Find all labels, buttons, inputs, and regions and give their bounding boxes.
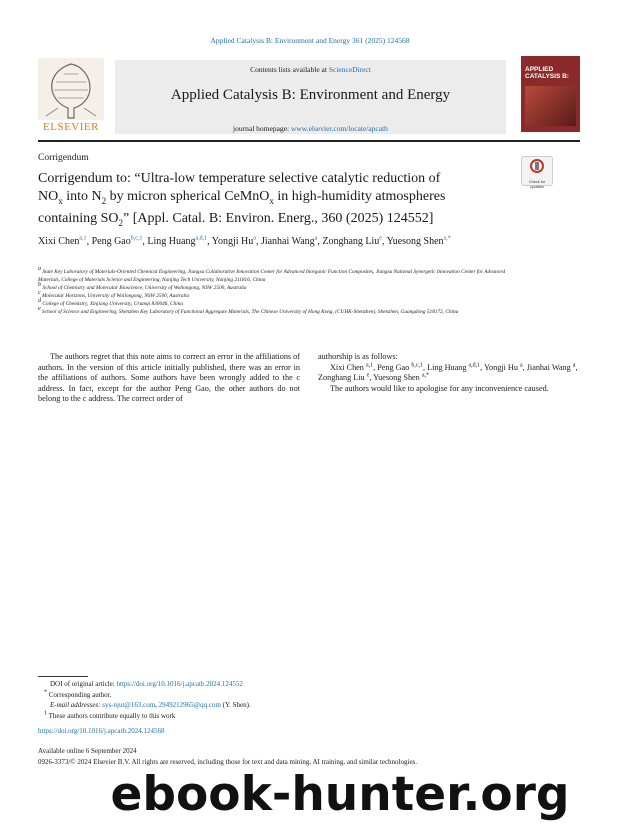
title-text: in high-humidity atmospheres: [273, 189, 446, 204]
footnote-corresponding: [38, 690, 518, 701]
cover-line1: APPLIED: [525, 66, 554, 73]
check-updates-label: Check for updates: [528, 180, 546, 189]
author-affil-marker: a,1: [365, 361, 374, 368]
cover-title: [525, 66, 569, 80]
footnote-text: These authors contribute equally to this work: [47, 711, 176, 720]
affiliation-key: a: [38, 266, 41, 273]
author-affil-marker[interactable]: a: [314, 235, 318, 242]
author-name: Yuesong Shen: [373, 373, 420, 383]
subscript: 2: [101, 195, 107, 206]
header-rule: [38, 140, 580, 142]
author-affil-marker: a,d,1: [468, 361, 481, 368]
author-affil-marker[interactable]: a,*: [443, 235, 451, 242]
author[interactable]: [387, 236, 451, 247]
homepage-line: [115, 124, 506, 133]
author[interactable]: Zonghang Liu$^e$,: [322, 235, 387, 247]
affiliation-key: b: [38, 282, 41, 289]
affiliation: [38, 292, 518, 300]
footnote-text: Corresponding author.: [47, 690, 112, 699]
affiliation: [38, 284, 518, 292]
author[interactable]: Yongji Hu$^a$,: [211, 235, 261, 247]
affiliation-key: d: [38, 298, 41, 305]
author-list: [38, 235, 518, 249]
subscript: x: [58, 195, 63, 206]
affiliation: [38, 308, 518, 316]
title-line-2: [38, 188, 518, 210]
author-name: Ling Huang: [147, 236, 196, 247]
author[interactable]: Xixi Chen$^{a,1}$,: [38, 235, 92, 247]
journal-title: Applied Catalysis B: Environment and Energy: [170, 87, 451, 103]
author-affil-marker: b,c,1: [411, 361, 423, 368]
journal-masthead: [115, 60, 506, 134]
cover-line2: CATALYSIS B:: [525, 73, 569, 80]
author-name: Zonghang Liu: [318, 373, 365, 383]
footnote-doi-original: [38, 679, 518, 690]
author-name: Peng Gao: [377, 362, 410, 372]
author[interactable]: Ling Huang$^{a,d,1}$,: [147, 235, 212, 247]
body-column-left: [38, 352, 300, 405]
title-text: into N: [62, 189, 102, 204]
title-text: by micron spherical CeMnO: [106, 189, 270, 204]
journal-cover[interactable]: [521, 56, 580, 132]
article-doi-link[interactable]: https://doi.org/10.1016/j.apcatb.2024.124568: [38, 727, 165, 735]
watermark-text: ebook-hunter.org: [110, 767, 570, 822]
contents-line: [115, 65, 506, 74]
check-updates-icon: [522, 157, 552, 175]
title-text: ” [Appl. Catal. B: Environ. Energ., 360 (2025) 124552]: [123, 210, 434, 226]
subscript: 2: [118, 217, 123, 228]
affiliation-list: [38, 268, 518, 316]
email-link-2[interactable]: 2949212965@qq.com: [158, 701, 221, 709]
author-name: Ling Huang: [427, 362, 467, 372]
body-paragraph-continued: authorship is as follows:: [318, 352, 398, 361]
available-online: Available online 6 September 2024: [38, 747, 137, 755]
author-affil-marker[interactable]: a,1: [79, 235, 87, 242]
article-type: Corrigendum: [38, 153, 89, 163]
title-line-3: [38, 210, 518, 232]
author-affil-marker: e: [366, 372, 370, 379]
author-name: Xixi Chen: [330, 362, 364, 372]
author[interactable]: Peng Gao$^{b,c,1}$,: [91, 235, 148, 247]
footnote-marker: 1: [44, 710, 47, 717]
footnote-rule: [38, 676, 88, 677]
homepage-link[interactable]: www.elsevier.com/locate/apcatb: [290, 124, 388, 133]
title-text: NO: [38, 189, 59, 204]
footnote-marker: *: [44, 689, 47, 696]
affiliation-text: School of Science and Engineering, Shenzhen Key Laboratory of Functional Aggregate Materials, The Chinese University of Hong Kong, (CUHK-Shenzhen), Shenzhen, Guangdong 518172, China: [42, 309, 459, 315]
affiliation-text: Molecular Horizons, University of Wollongong, NSW 2500, Australia: [42, 293, 190, 299]
watermark: [60, 760, 620, 827]
author-affil-marker[interactable]: a,d,1: [195, 235, 208, 242]
author-name: Xixi Chen: [38, 236, 80, 247]
body-paragraph: The authors regret that this note aims to correct an error in the affiliations of authors. In the version of this article initially published, there was an error in the affiliations of authors. Some authors have been wrongly added to the c address. In fact, except for the author Peng Gao, the other authors do not belong to the c address. The correct order of: [38, 352, 300, 404]
title-text: Corrigendum to: “Ultra-low temperature selective catalytic reduction of: [38, 171, 441, 186]
footnote-label: DOI of original article:: [50, 680, 117, 688]
author-affil-marker: a,*: [421, 372, 429, 379]
footnote-equal-contribution: [38, 711, 518, 722]
body-column-right: [318, 352, 580, 394]
affiliation-text: College of Chemistry, Xinjiang University, Urumqi 830046, China: [42, 301, 183, 307]
elsevier-wordmark: ELSEVIER: [43, 121, 99, 133]
affiliation: [38, 300, 518, 308]
contents-prefix: Contents lists available at: [250, 65, 329, 74]
check-for-updates-button[interactable]: [521, 156, 553, 189]
author-name: Yongji Hu: [483, 362, 518, 372]
author[interactable]: Jianhai Wang$^a$,: [260, 235, 323, 247]
sciencedirect-link[interactable]: ScienceDirect: [328, 65, 371, 74]
author-name: Jianhai Wang: [260, 236, 315, 247]
article-title: [38, 170, 518, 232]
author-name: Zonghang Liu: [322, 236, 380, 247]
footnote-email: E-mail addresses: sys-njut@163.com, 2949212965@qq.com (Y. Shen).: [50, 701, 251, 709]
homepage-prefix: journal homepage:: [233, 124, 291, 133]
email-suffix: (Y. Shen).: [220, 701, 251, 709]
author-name: Jianhai Wang: [526, 362, 571, 372]
author-name: Yuesong Shen: [386, 236, 444, 247]
title-text: containing SO: [38, 210, 119, 226]
author-affil-marker[interactable]: e: [379, 235, 382, 242]
apology-paragraph: The authors would like to apologise for any inconvenience caused.: [330, 383, 549, 393]
author-affil-marker: a: [572, 361, 576, 368]
affiliation-text: School of Chemistry and Molecular Bioscience, University of Wollongong, NSW 2500, Australia: [42, 285, 247, 291]
watermark-text-art: [60, 760, 620, 827]
author-name: Peng Gao: [91, 236, 131, 247]
affiliation: [38, 268, 518, 284]
journal-citation[interactable]: Applied Catalysis B: Environment and Energy 361 (2025) 124568: [210, 36, 410, 45]
author-affil-marker[interactable]: b,c,1: [130, 235, 143, 242]
affiliation-key: c: [38, 290, 41, 297]
title-line-1: [38, 170, 518, 188]
email-link-1[interactable]: sys-njut@163.com: [102, 701, 156, 709]
copyright-line: 0926-3373/© 2024 Elsevier B.V. All rights are reserved, including those for text and data mining, AI training, and similar technologies.: [38, 757, 418, 766]
affiliation-text: State Key Laboratory of Materials-Oriented Chemical Engineering, Jiangsu Collaborative Innovation Center for Advanced Inorganic Function Composites, Jiangsu National Synergetic Innovation Center for Advanced Materials, College of Materials Science and Engineering, Nanjing Tech University, Nanjing 211816, China: [38, 269, 506, 283]
affiliation-key: e: [38, 306, 41, 313]
corrected-author-list: Xixi Chen $^{a,1}$, Peng Gao $^{b,c,1}$, Ling Huang $^{a,d,1}$, Yongji Hu $^a$, Jianhai Wang $^a$, Zonghang Liu $^e$, Yuesong Shen $^{a,*}$: [318, 361, 578, 383]
cover-image: [525, 86, 576, 126]
author-affil-marker[interactable]: a: [253, 235, 256, 242]
subscript: x: [269, 195, 274, 206]
elsevier-logo: [38, 58, 104, 134]
author-name: Yongji Hu: [211, 236, 254, 247]
author-affil-marker: a: [519, 361, 523, 368]
original-doi-link[interactable]: https://doi.org/10.1016/j.apcatb.2024.124552: [116, 680, 243, 688]
footnotes: [38, 679, 518, 721]
email-label: E-mail addresses:: [50, 701, 103, 709]
